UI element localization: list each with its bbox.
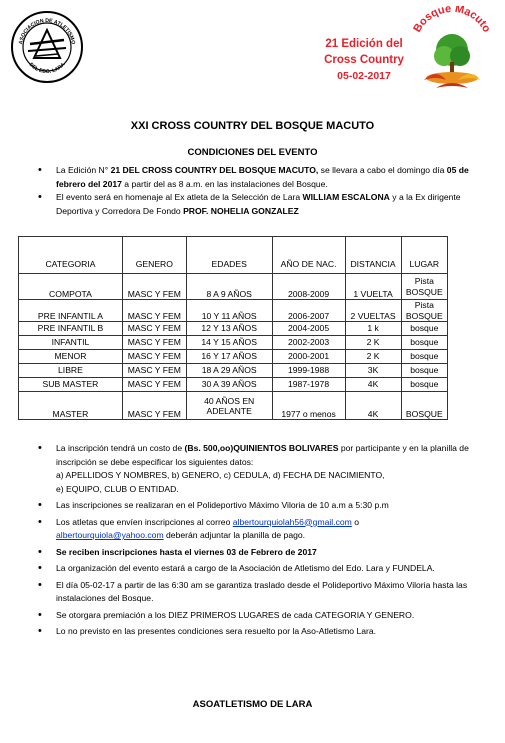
table-cell: MASTER [19, 392, 123, 420]
logo-right-text: Bosque Macuto [411, 6, 493, 35]
table-cell: MASC Y FEM [122, 336, 186, 350]
col-lugar: LUGAR [401, 237, 447, 274]
unforeseen-item: • Lo no previsto en las presentes condiciones sera resuelto por la Aso-Atletismo Lara. [38, 625, 486, 639]
col-categoria: CATEGORIA [19, 237, 123, 274]
table-cell: MENOR [19, 350, 123, 364]
table-cell: PRE INFANTIL B [19, 322, 123, 336]
email-link-yahoo[interactable]: albertourquiola@yahoo.com [56, 530, 164, 540]
inscription-fields: a) APELLIDOS Y NOMBRES, b) GENERO, c) CEDULA, d) FECHA DE NACIMIENTO, [56, 470, 385, 480]
categories-table [18, 236, 448, 420]
tree-icon [424, 34, 480, 88]
table-cell: 2 K [345, 336, 401, 350]
table-cell: Pista BOSQUE [401, 274, 447, 300]
table-cell: 1 VUELTA [345, 274, 401, 300]
table-cell: SUB MASTER [19, 378, 123, 392]
table-cell: 3K [345, 364, 401, 378]
table-cell: 12 Y 13 AÑOS [186, 322, 272, 336]
table-row [19, 350, 448, 364]
table-cell: 2 K [345, 350, 401, 364]
place-item: • Las inscripciones se realizaran en el Polideportivo Máximo Viloria de 10 a.m a 5:30 p.m [38, 499, 486, 513]
table-cell: MASC Y FEM [122, 392, 186, 420]
edition-line1: 21 Edición del [325, 38, 403, 50]
col-ano-nac: AÑO DE NAC. [272, 237, 345, 274]
table-cell: 4K [345, 392, 401, 420]
intro-item: • El evento será en homenaje al Ex atleta de la Selección de Lara WILLIAM ESCALONA y a la Ex dirigente Deportiva y Corredora De Fondo PROF. NOHELIA GONZALEZ [38, 191, 486, 218]
table-cell: 4K [345, 378, 401, 392]
asoatletismo-logo [10, 10, 84, 84]
edition-block [308, 36, 420, 84]
table-cell: bosque [401, 336, 447, 350]
table-row [19, 364, 448, 378]
table-cell: bosque [401, 322, 447, 336]
table-cell: 16 Y 17 AÑOS [186, 350, 272, 364]
col-distancia: DISTANCIA [345, 237, 401, 274]
table-cell: 2004-2005 [272, 322, 345, 336]
table-cell: 1999-1988 [272, 364, 345, 378]
table-cell: MASC Y FEM [122, 322, 186, 336]
table-cell: MASC Y FEM [122, 364, 186, 378]
table-cell: 14 Y 15 AÑOS [186, 336, 272, 350]
col-genero: GENERO [122, 237, 186, 274]
email-item: • Los atletas que envíen inscripciones al correo albertourquiolah56@gmail.com o albertourquiola@yahoo.com deberán adjuntar la planilla de pago. [38, 516, 486, 543]
table-cell: 18 A 29 AÑOS [186, 364, 272, 378]
table-cell: BOSQUE [401, 392, 447, 420]
table-cell: MASC Y FEM [122, 350, 186, 364]
table-cell: bosque [401, 364, 447, 378]
table-cell: MASC Y FEM [122, 378, 186, 392]
table-cell: LIBRE [19, 364, 123, 378]
edition-line2: Cross Country [324, 54, 404, 66]
conditions-list [38, 442, 486, 639]
table-header-row [19, 237, 448, 274]
table-cell: 30 A 39 AÑOS [186, 378, 272, 392]
table-row [19, 300, 448, 322]
table-row [19, 274, 448, 300]
deadline-item: • Se reciben inscripciones hasta el viernes 03 de Febrero de 2017 [38, 546, 486, 560]
logo-text-bottom: DEL EDO. LARA [27, 61, 67, 76]
table-cell: 1977 o menos [272, 392, 345, 420]
table-row [19, 392, 448, 420]
table-row [19, 378, 448, 392]
table-cell: MASC Y FEM [122, 274, 186, 300]
page-title: XXI CROSS COUNTRY DEL BOSQUE MACUTO [130, 120, 375, 132]
table-row [19, 336, 448, 350]
table-cell: 2002-2003 [272, 336, 345, 350]
table-cell: 1 k [345, 322, 401, 336]
table-cell: COMPOTA [19, 274, 123, 300]
table-cell: MASC Y FEM [122, 300, 186, 322]
table-cell: PRE INFANTIL A [19, 300, 123, 322]
table-cell: 8 A 9 AÑOS [186, 274, 272, 300]
table-row [19, 322, 448, 336]
table-cell: 2008-2009 [272, 274, 345, 300]
organization-item: • La organización del evento estará a cargo de la Asociación de Atletismo del Edo. Lara y FUNDELA. [38, 562, 486, 576]
transport-item: • El día 05-02-17 a partir de las 6:30 am se garantiza traslado desde el Polideportivo Máximo Viloria hasta las instalaciones del Bosque. [38, 579, 486, 606]
table-cell: 2000-2001 [272, 350, 345, 364]
table-cell: Pista BOSQUE [401, 300, 447, 322]
email-link-gmail[interactable]: albertourquiolah56@gmail.com [232, 516, 352, 527]
page-subtitle: CONDICIONES DEL EVENTO [187, 147, 318, 158]
intro-item: • La Edición N° 21 DEL CROSS COUNTRY DEL BOSQUE MACUTO, se llevara a cabo el domingo día 05 de febrero del 2017 a partir del as 8 a.m. en las instalaciones del Bosque. [38, 164, 486, 191]
intro-list [38, 164, 486, 218]
table-cell: 40 AÑOS EN ADELANTE [186, 392, 272, 420]
inscription-item: • La inscripción tendrá un costo de (Bs. 500,oo)QUINIENTOS BOLIVARES por participante y en la planilla de inscripción se debe especificar los siguientes datos: a) APELLIDOS Y NOMBRES, b) GENERO, c) CEDULA, d) FECHA DE NACIMIENTO, e) EQUIPO, CLUB O ENTIDAD. [38, 442, 486, 496]
table-cell: 10 Y 11 AÑOS [186, 300, 272, 322]
svg-text:Bosque Macuto [411, 6, 492, 35]
table-cell: bosque [401, 378, 447, 392]
edition-date: 05-02-2017 [337, 70, 391, 82]
table-cell: 1987-1978 [272, 378, 345, 392]
inscription-fields-2: e) EQUIPO, CLUB O ENTIDAD. [56, 483, 179, 494]
table-cell: INFANTIL [19, 336, 123, 350]
bosque-macuto-logo [406, 6, 498, 96]
table-cell: bosque [401, 350, 447, 364]
col-edades: EDADES [186, 237, 272, 274]
logo-text-top: ASOCIACION DE ATLETISMO [18, 17, 76, 45]
table-cell: 2006-2007 [272, 300, 345, 322]
table-cell: 2 VUELTAS [345, 300, 401, 322]
prizes-item: • Se otorgara premiación a los DIEZ PRIMEROS LUGARES de cada CATEGORIA Y GENERO. [38, 609, 486, 623]
footer-signature: ASOATLETISMO DE LARA [192, 699, 313, 710]
